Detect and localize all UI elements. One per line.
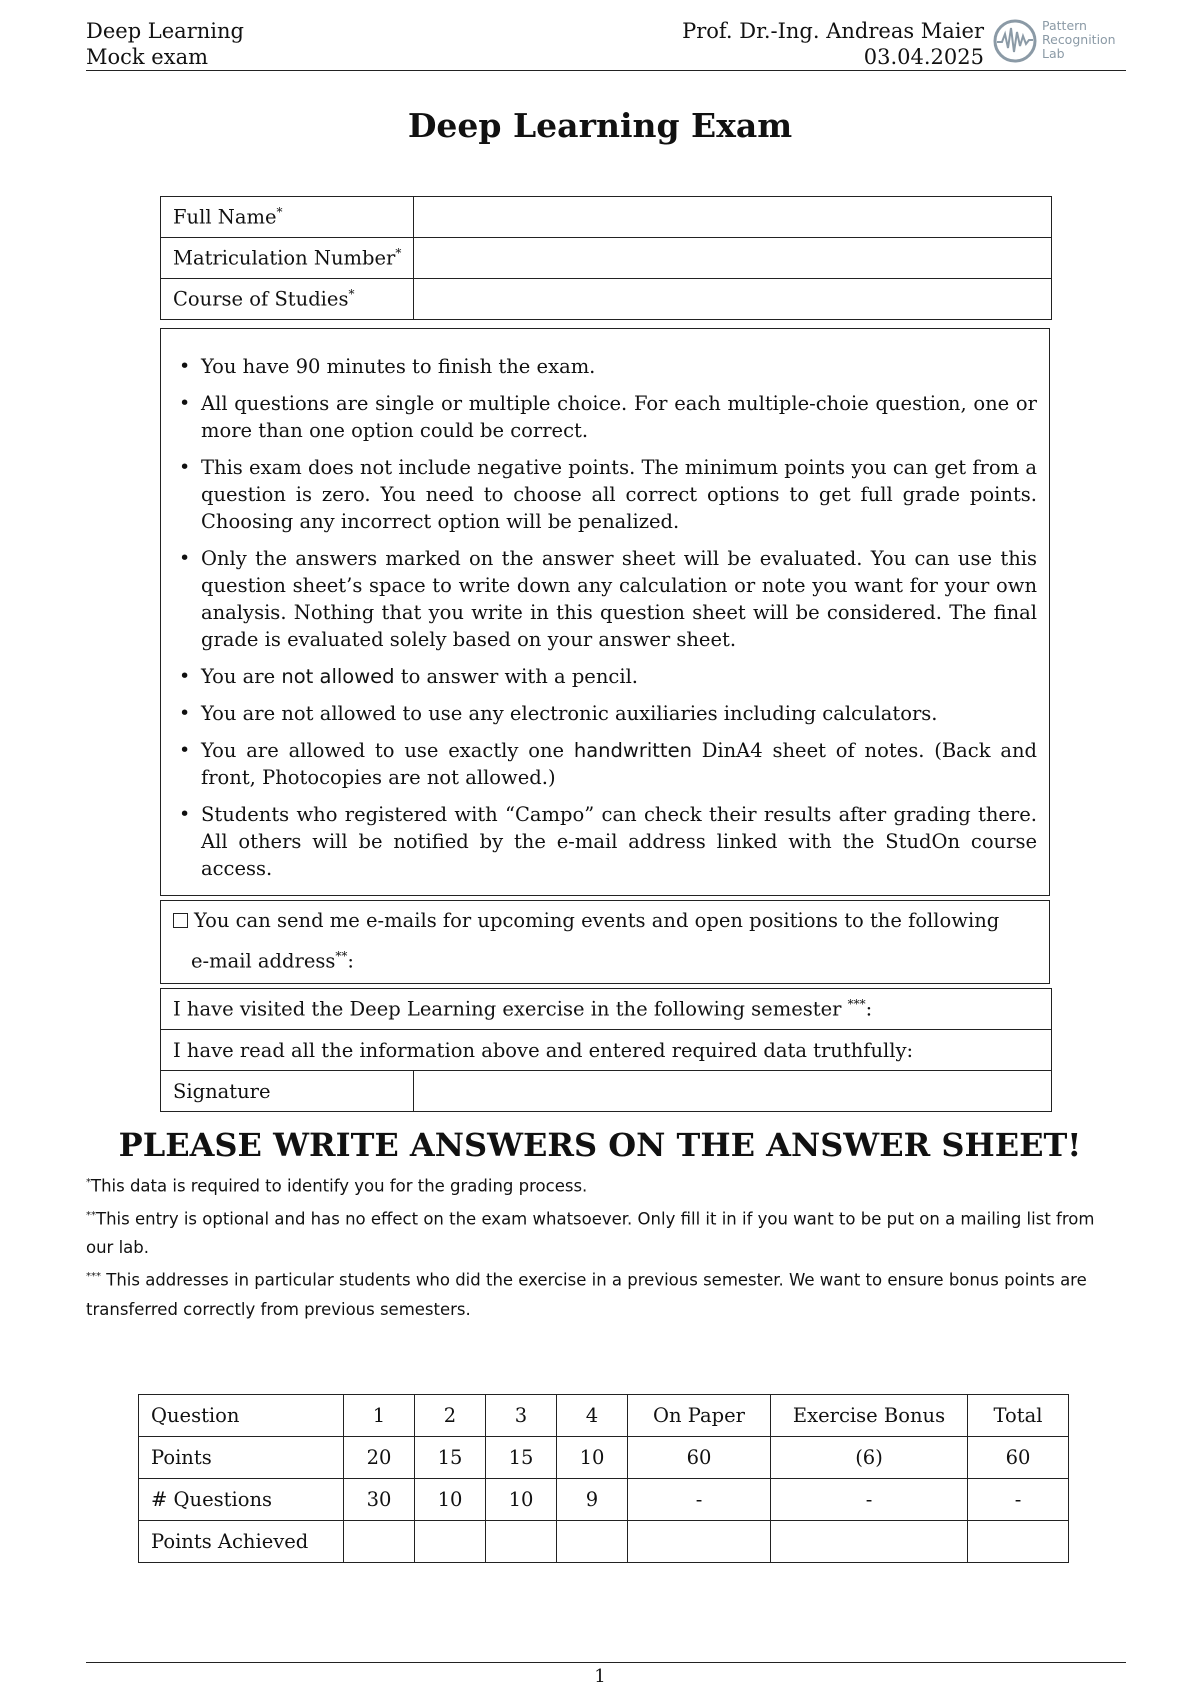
rule-item: • You have 90 minutes to finish the exam.: [201, 353, 1037, 380]
points-achieved-cell[interactable]: [628, 1521, 771, 1563]
table-cell: -: [628, 1479, 771, 1521]
footnote: **This entry is optional and has no effect on the exam whatsoever. Only fill it in if you want to be put on a mailing list from our lab.: [86, 1209, 1095, 1257]
rule-item: • Only the answers marked on the answer sheet will be evaluated. You can use this question sheet’s space to write down any calculation or note you want for your own analysis. Nothing that you write in this question sheet will be considered. The final grade is evaluated solely based on your answer sheet.: [201, 545, 1037, 653]
rules-list: [161, 329, 1049, 882]
waveform-logo-icon: [992, 18, 1038, 64]
email-optin-checkbox[interactable]: [173, 913, 188, 928]
exam-rules-box: [160, 328, 1050, 896]
email-optin-box: [160, 900, 1050, 984]
course-of-studies-label: Course of Studies*: [161, 279, 414, 320]
points-achieved-cell[interactable]: [968, 1521, 1069, 1563]
table-cell: 10: [415, 1479, 486, 1521]
table-cell: 10: [557, 1437, 628, 1479]
points-achieved-cell[interactable]: [771, 1521, 968, 1563]
table-cell: 2: [415, 1395, 486, 1437]
table-cell: 10: [486, 1479, 557, 1521]
table-cell: 1: [344, 1395, 415, 1437]
table-cell: 3: [486, 1395, 557, 1437]
table-cell: 60: [628, 1437, 771, 1479]
declaration-table: [160, 988, 1052, 1112]
full-name-label: Full Name*: [161, 197, 414, 238]
course-name: Deep Learning: [86, 19, 244, 43]
rule-item: • You are not allowed to answer with a pencil.: [201, 663, 1037, 690]
rule-item: • Students who registered with “Campo” can check their results after grading there. All others will be notified by the e-mail address linked with the StudOn course access.: [201, 801, 1037, 882]
answer-sheet-notice: PLEASE WRITE ANSWERS ON THE ANSWER SHEET!: [118, 1126, 1082, 1164]
table-cell: -: [771, 1479, 968, 1521]
logo-text: Pattern Recognition Lab: [1042, 18, 1116, 61]
table-cell: Exercise Bonus: [771, 1395, 968, 1437]
rule-item: • You are not allowed to use any electronic auxiliaries including calculators.: [201, 700, 1037, 727]
table-row: [139, 1479, 1069, 1521]
table-cell: 15: [415, 1437, 486, 1479]
table-row: [139, 1437, 1069, 1479]
exam-type: Mock exam: [86, 45, 209, 69]
table-row: [139, 1521, 1069, 1563]
signature-label: Signature: [161, 1071, 414, 1112]
points-achieved-cell[interactable]: [344, 1521, 415, 1563]
table-cell: Points: [139, 1437, 344, 1479]
table-row: [161, 238, 1052, 279]
student-info-table: [160, 196, 1052, 320]
page-header: [86, 18, 1126, 71]
footnote: *This data is required to identify you for the grading process.: [86, 1176, 588, 1196]
table-cell: 60: [968, 1437, 1069, 1479]
points-achieved-cell[interactable]: [415, 1521, 486, 1563]
footnote: *** This addresses in particular students who did the exercise in a previous semester. We want to ensure bonus points are transferred correctly from previous semesters.: [86, 1270, 1087, 1319]
professor-name: Prof. Dr.-Ing. Andreas Maier: [682, 19, 984, 43]
table-cell: 20: [344, 1437, 415, 1479]
table-cell: 30: [344, 1479, 415, 1521]
footer-rule: [86, 1662, 1126, 1663]
email-optin-text: You can send me e-mails for upcoming events and open positions to the following: [194, 909, 1000, 932]
table-cell: # Questions: [139, 1479, 344, 1521]
semester-field[interactable]: I have visited the Deep Learning exercise in the following semester ***:: [161, 989, 1052, 1030]
table-header-row: [139, 1395, 1069, 1437]
points-achieved-cell[interactable]: [486, 1521, 557, 1563]
page-number: 1: [594, 1666, 606, 1687]
full-name-field[interactable]: [414, 197, 1052, 238]
table-cell: Question: [139, 1395, 344, 1437]
table-row: [161, 989, 1052, 1030]
table-cell: On Paper: [628, 1395, 771, 1437]
truthfulness-statement: I have read all the information above and entered required data truthfully:: [161, 1030, 1052, 1071]
course-of-studies-field[interactable]: [414, 279, 1052, 320]
table-cell: Points Achieved: [139, 1521, 344, 1563]
rule-item: • All questions are single or multiple choice. For each multiple-choie question, one or more than one option could be correct.: [201, 390, 1037, 444]
matriculation-number-label: Matriculation Number*: [161, 238, 414, 279]
lab-logo: [992, 18, 1126, 66]
table-cell: 4: [557, 1395, 628, 1437]
table-cell: 9: [557, 1479, 628, 1521]
table-cell: (6): [771, 1437, 968, 1479]
signature-field[interactable]: [414, 1071, 1052, 1112]
rule-item: • You are allowed to use exactly one handwritten DinA4 sheet of notes. (Back and front, Photocopies are not allowed.): [201, 737, 1037, 791]
rule-item: • This exam does not include negative points. The minimum points you can get from a question is zero. You need to choose all correct options to get full grade points. Choosing any incorrect option will be penalized.: [201, 454, 1037, 535]
points-achieved-cell[interactable]: [557, 1521, 628, 1563]
table-cell: 15: [486, 1437, 557, 1479]
matriculation-number-field[interactable]: [414, 238, 1052, 279]
footnotes: [86, 1168, 1126, 1324]
table-cell: Total: [968, 1395, 1069, 1437]
table-cell: -: [968, 1479, 1069, 1521]
table-row: [161, 1071, 1052, 1112]
points-table: [138, 1394, 1069, 1563]
table-row: [161, 1030, 1052, 1071]
email-address-label[interactable]: e-mail address**:: [191, 949, 354, 973]
exam-title: Deep Learning Exam: [407, 106, 793, 145]
table-row: [161, 197, 1052, 238]
exam-date: 03.04.2025: [863, 45, 984, 69]
table-row: [161, 279, 1052, 320]
